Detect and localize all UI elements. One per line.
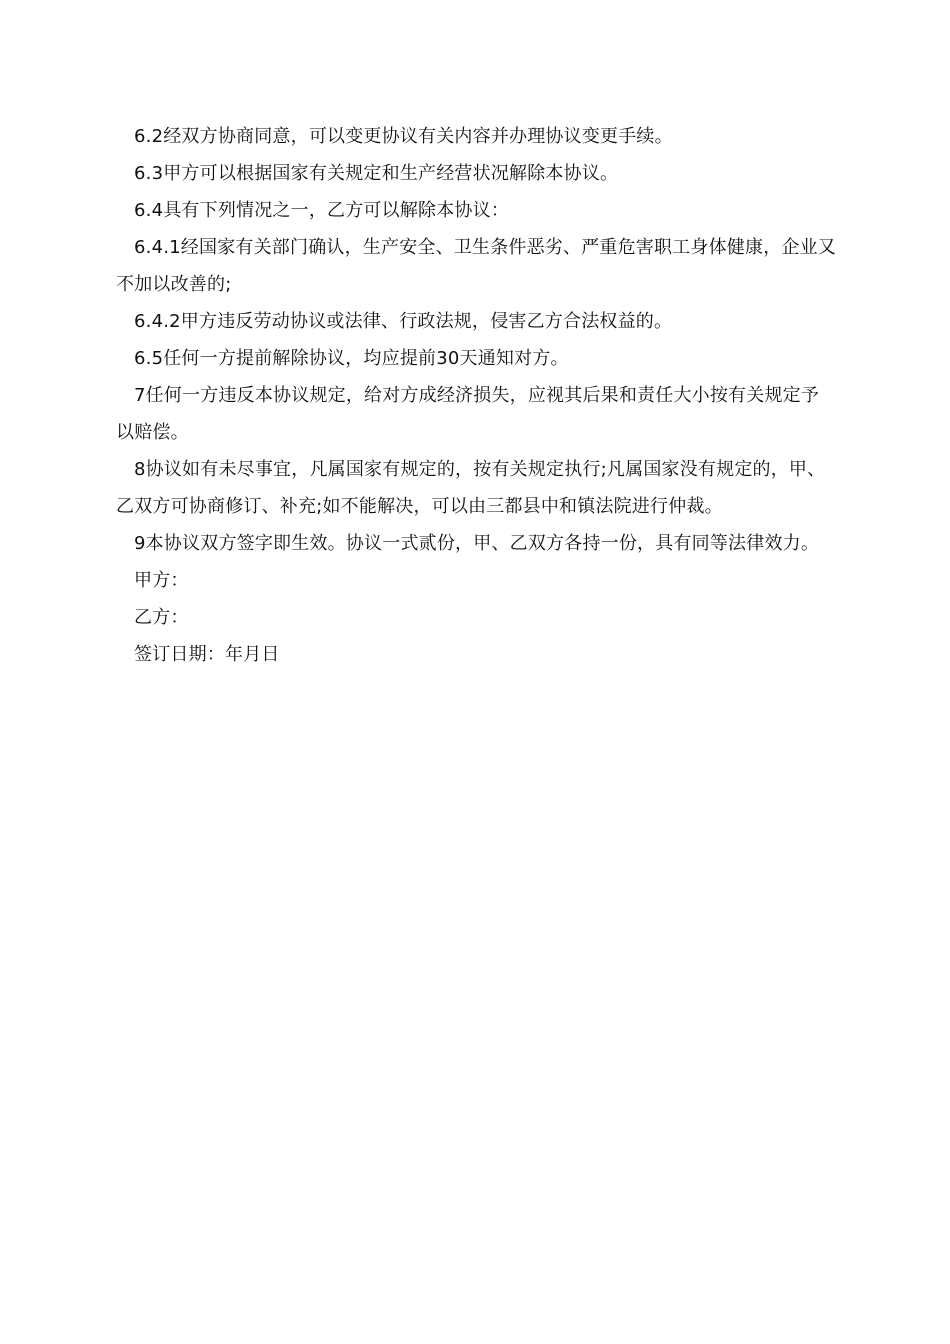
clause-6-3: 6.3甲方可以根据国家有关规定和生产经营状况解除本协议。: [134, 163, 619, 184]
clause-6-5: 6.5任何一方提前解除协议，均应提前30天通知对方。: [134, 348, 569, 369]
signature-block: [116, 562, 836, 673]
party-a-signature-line: 甲方：: [134, 570, 189, 591]
clause-6-4: 6.4具有下列情况之一，乙方可以解除本协议：: [134, 200, 510, 221]
clause-7: 7任何一方违反本协议规定，给对方成经济损失，应视其后果和责任大小按有关规定予以赔偿。: [116, 385, 820, 443]
clause-9: 9本协议双方签字即生效。协议一式贰份，甲、乙双方各持一份，具有同等法律效力。: [134, 533, 820, 554]
clause-6-4-1: 6.4.1经国家有关部门确认，生产安全、卫生条件恶劣、严重危害职工身体健康，企业又不加以改善的;: [116, 237, 836, 295]
clause-6-2: 6.2经双方协商同意，可以变更协议有关内容并办理协议变更手续。: [134, 126, 673, 147]
document-body: [116, 118, 836, 673]
party-b-signature-line: 乙方：: [134, 607, 189, 628]
signing-date-line: 签订日期：年月日: [134, 644, 280, 665]
clause-6-4-2: 6.4.2甲方违反劳动协议或法律、行政法规，侵害乙方合法权益的。: [134, 311, 673, 332]
clause-8: 8协议如有未尽事宜，凡属国家有规定的，按有关规定执行;凡属国家没有规定的，甲、乙双方可协商修订、补充;如不能解决，可以由三都县中和镇法院进行仲裁。: [116, 459, 826, 517]
